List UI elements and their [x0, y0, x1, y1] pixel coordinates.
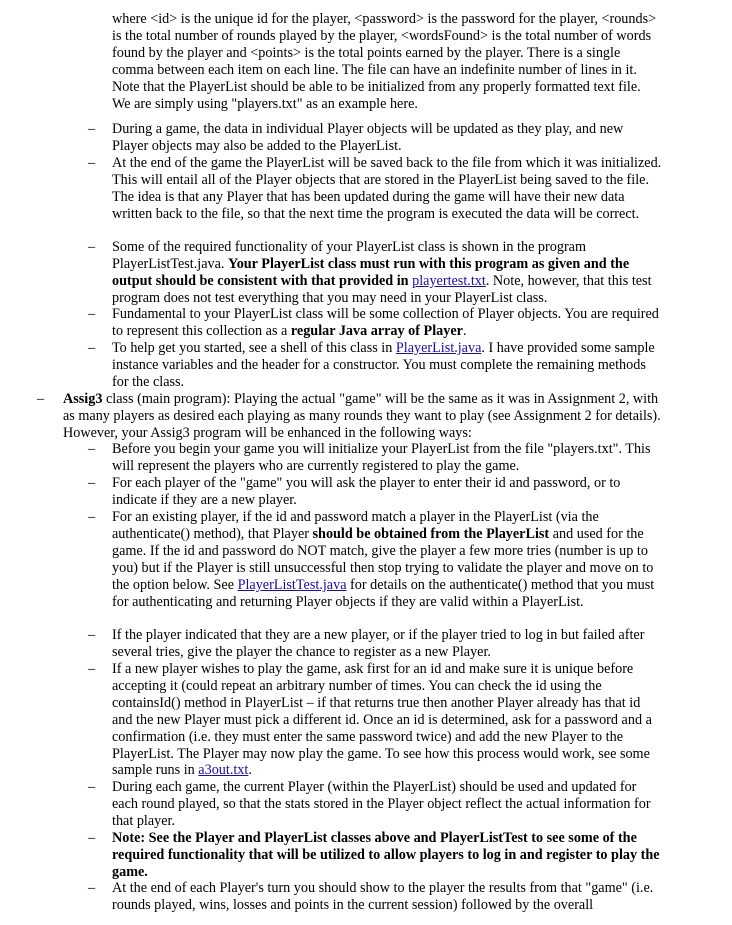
bold-text: Your PlayerList class must run with this program as given and the output should be consistent with that provided in	[112, 255, 630, 289]
bullet-game-updates	[88, 121, 662, 155]
text-run: At the end of each Player's turn you should show to the player the results from that "game" (i.e. rounds played, wins, losses and points in the current session) followed by the overall	[112, 880, 654, 913]
bullet-during-game	[88, 779, 662, 830]
bullet-dash: –	[88, 340, 96, 356]
bullet-text	[112, 121, 623, 154]
text-run: At the end of the game the PlayerList will be saved back to the file from which it was initialized. This will entail all of the Player objects that are stored in the PlayerList being saved to the file. The idea is that any Player that has been updated during the game will have their new data written back to the file, so that the next time the program is executed the data will be correct.	[112, 155, 662, 222]
text-run: for details on the authenticate() method that you must for authenticating and returning Player objects if they are valid within a PlayerList.	[112, 576, 655, 610]
bullet-dash: –	[88, 121, 96, 137]
bullet-dash: –	[88, 509, 96, 525]
bullet-register-new-player	[88, 661, 662, 779]
bullet-text	[112, 155, 661, 222]
bullet-save-back	[88, 155, 662, 223]
bullet-text	[112, 661, 652, 778]
bold-text: Note: See the Player and PlayerList classes above and PlayerListTest to see some of the required functionality that will be utilized to allow players to log in and register to play the game.	[112, 830, 660, 880]
bullet-text	[112, 779, 651, 829]
text-run: During a game, the data in individual Player objects will be updated as they play, and new Player objects may also be added to the PlayerList.	[112, 121, 624, 154]
bullet-dash: –	[88, 475, 96, 491]
bullet-text	[112, 830, 660, 880]
bullet-text	[112, 880, 653, 913]
bullet-dash: –	[88, 239, 96, 255]
bullet-collection	[88, 306, 662, 340]
item-text	[63, 391, 661, 441]
bullet-dash: –	[88, 880, 96, 896]
bullet-shell	[88, 340, 662, 391]
bullet-dash: –	[88, 441, 96, 457]
bullet-enter-credentials	[88, 475, 662, 509]
bullet-text	[112, 627, 644, 660]
bullet-end-of-turn	[88, 880, 662, 914]
file-link[interactable]: PlayerList.java	[395, 340, 482, 356]
item-assig3-main-program	[37, 391, 663, 442]
text-run: Some of the required functionality of your PlayerList class is shown in the program PlayerListTest.java.	[112, 239, 586, 272]
text-run: Before you begin your game you will initialize your PlayerList from the file "players.txt". This will represent the players who are currently registered to play the game.	[112, 441, 651, 474]
text-run: Fundamental to your PlayerList class will be some collection of Player objects. You are required to represent this collection as a	[112, 306, 659, 339]
text-run: . I have provided some sample instance variables and the header for a constructor. You must complete the remaining methods for the class.	[112, 340, 655, 390]
bullet-dash: –	[88, 306, 96, 322]
players-file-format-paragraph	[112, 11, 662, 112]
text-run: To help get you started, see a shell of this class in	[112, 340, 396, 356]
bullet-text	[112, 509, 654, 610]
text-run: If a new player wishes to play the game, ask first for an id and make sure it is unique before accepting it (could repeat an arbitrary number of times. You can check the id using the containsId() method in PlayerList – if that returns true then another Player already has that id and the new Player must pick a different id. Once an id is determined, ask for a password and a confirmation (i.e. they must enter the same password twice) and add the new Player to the PlayerList. The Player may now play the game. To see how this process would work, see some sample runs in	[112, 661, 652, 779]
bullet-initialize	[88, 441, 662, 475]
bullet-dash: –	[37, 391, 45, 407]
file-link[interactable]: a3out.txt	[198, 762, 249, 779]
text-run: During each game, the current Player (within the PlayerList) should be used and updated for each round played, so that the stats stored in the Player object reflect the actual information for that player.	[112, 779, 651, 829]
text-run: and used for the game. If the id and password do NOT match, give the player a few more tries (number is up to you) but if the Player is still unsuccessful then stop trying to validate the player and move on to the option below. See	[112, 525, 654, 593]
bullet-text	[112, 441, 651, 474]
text-run: .	[462, 322, 467, 339]
bullet-dash: –	[88, 661, 96, 677]
bullet-existing-player	[88, 509, 662, 610]
bold-text: should be obtained from the PlayerList	[312, 525, 550, 542]
bullet-text	[112, 239, 652, 306]
bullet-text	[112, 475, 620, 508]
text-run: For each player of the "game" you will ask the player to enter their id and password, or to indicate if they are a new player.	[112, 475, 621, 508]
bullet-dash: –	[88, 779, 96, 795]
bullet-dash: –	[88, 155, 96, 171]
bullet-new-player-option	[88, 627, 662, 661]
bullet-text	[112, 340, 655, 390]
bullet-note	[88, 830, 662, 881]
bullet-dash: –	[88, 627, 96, 643]
text-run: For an existing player, if the id and password match a player in the PlayerList (via the authenticate() method), that Player	[112, 509, 599, 542]
bold-text: regular Java array of Player	[290, 322, 463, 339]
bullet-dash: –	[88, 830, 96, 846]
bullet-text	[112, 306, 659, 339]
text-run: . Note, however, that this test program does not test everything that you may need in your PlayerList class.	[112, 272, 652, 306]
file-link[interactable]: playertest.txt	[412, 272, 486, 289]
text-run: where <id> is the unique id for the player, <password> is the password for the player, <rounds> is the total number of rounds played by the player, <wordsFound> is the total number of words found by the player and <points> is the total points earned by the player. There is a single comma between each item on each line. The file can have an indefinite number of lines in it. Note that the PlayerList should be able to be initialized from any properly formatted text file. We are simply using "players.txt" as an example here.	[112, 11, 657, 112]
text-run: .	[248, 762, 252, 779]
text-run: class (main program): Playing the actual "game" will be the same as it was in Assignment 2, with as many players as desired each playing as many rounds they want to play (see Assignment 2 for details). However, your Assig3 program will be enhanced in the following ways:	[63, 391, 661, 441]
bold-text: Assig3	[63, 391, 103, 407]
bullet-required-functionality	[88, 239, 662, 307]
text-run: If the player indicated that they are a new player, or if the player tried to log in but failed after several tries, give the player the chance to register as a new Player.	[112, 627, 645, 660]
file-link[interactable]: PlayerListTest.java	[237, 576, 347, 593]
